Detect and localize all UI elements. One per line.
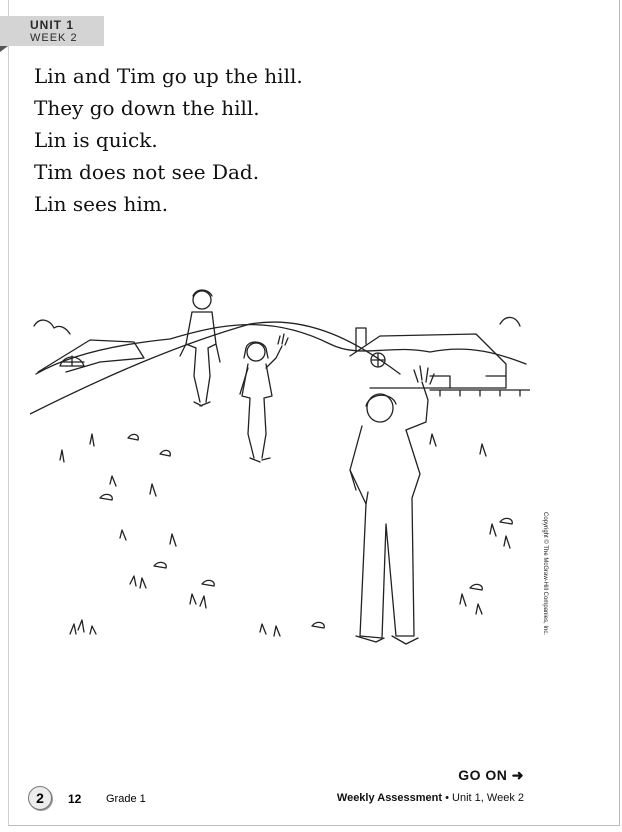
story-line: They go down the hill. bbox=[34, 96, 260, 120]
go-on-text: GO ON bbox=[458, 767, 508, 783]
go-on-label bbox=[458, 767, 524, 784]
story-line: Lin and Tim go up the hill. bbox=[34, 64, 303, 88]
arrow-right-icon: ➜ bbox=[511, 767, 524, 783]
assessment-detail: Unit 1, Week 2 bbox=[452, 792, 524, 804]
unit-label: UNIT 1 bbox=[30, 18, 75, 32]
bullet: • bbox=[445, 792, 449, 804]
page-circle-number: 2 bbox=[28, 786, 52, 810]
story-line: Lin sees him. bbox=[34, 192, 169, 216]
story-line: Tim does not see Dad. bbox=[34, 160, 260, 184]
unit-tab-corner bbox=[0, 46, 8, 52]
story-line: Lin is quick. bbox=[34, 128, 158, 152]
assessment-title: Weekly Assessment bbox=[336, 792, 443, 804]
week-label: WEEK 2 bbox=[30, 32, 78, 44]
grade-label: Grade 1 bbox=[106, 793, 146, 805]
assessment-label bbox=[337, 792, 524, 804]
copyright-notice: Copyright © The McGraw-Hill Companies, Inc. bbox=[542, 512, 548, 636]
page-number: 12 bbox=[68, 792, 82, 806]
unit-tab bbox=[0, 16, 104, 46]
hill-scene-illustration bbox=[30, 284, 530, 656]
story-text bbox=[34, 62, 303, 222]
